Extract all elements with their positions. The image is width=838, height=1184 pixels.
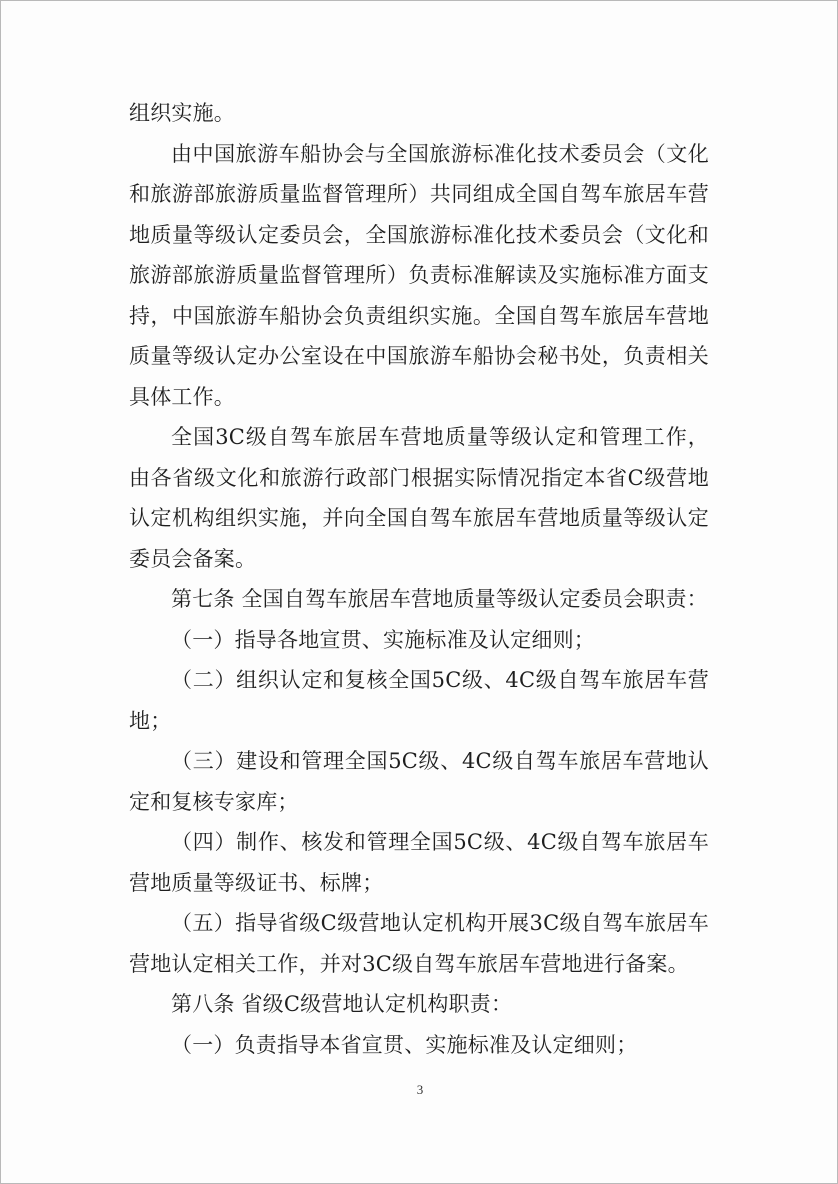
article-7-item-1: （一）指导各地宣贯、实施标准及认定细则； — [171, 627, 595, 652]
article-7-item-4: （四）制作、核发和管理全国5C级、4C级自驾车旅居车营地质量等级证书、标牌； — [129, 830, 709, 895]
article-8-heading: 第八条 省级C级营地认定机构职责： — [171, 992, 513, 1016]
article-7-item-3: （三）建设和管理全国5C级、4C级自驾车旅居车营地认定和复核专家库； — [129, 749, 709, 814]
article-7-item-2: （二）组织认定和复核全国5C级、4C级自驾车旅居车营地； — [129, 668, 709, 733]
page-number: 3 — [416, 1082, 424, 1097]
paragraph-continuation: 组织实施。 — [129, 101, 235, 125]
article-7-item-5: （五）指导省级C级营地认定机构开展3C级自驾车旅居车营地认定相关工作，并对3C级自驾车旅居车营地进行备案。 — [129, 911, 709, 976]
paragraph-3c-management: 全国3C级自驾车旅居车营地质量等级认定和管理工作，由各省级文化和旅游行政部门根据实际情况指定本省C级营地认定机构组织实施，并向全国自驾车旅居车营地质量等级认定委员会备案。 — [129, 425, 709, 571]
article-8-item-1: （一）负责指导本省宣贯、实施标准及认定细则； — [171, 1032, 638, 1057]
document-body — [129, 93, 709, 1065]
article-7-heading: 第七条 全国自驾车旅居车营地质量等级认定委员会职责： — [171, 587, 708, 611]
paragraph-committee-formation: 由中国旅游车船协会与全国旅游标准化技术委员会（文化和旅游部旅游质量监督管理所）共同组成全国自驾车旅居车营地质量等级认定委员会，全国旅游标准化技术委员会（文化和旅游部旅游质量监督管理所）负责标准解读及实施标准方面支持，中国旅游车船协会负责组织实施。全国自驾车旅居车营地质量等级认定办公室设在中国旅游车船协会秘书处，负责相关具体工作。 — [129, 141, 709, 409]
